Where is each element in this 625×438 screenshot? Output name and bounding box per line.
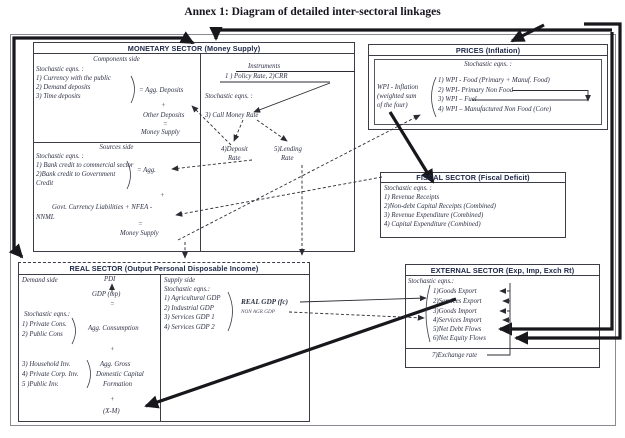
services-gdp-2: 4) Services GDP 2 [164,323,215,331]
real-gdp-fc: REAL GDP (fc) [241,298,288,306]
prices-stoch-label: Stochastic eqns. : [464,61,512,68]
monetary-header: MONETARY SECTOR (Money Supply) [127,44,261,53]
components-money-supply: Money Supply [141,129,180,136]
demand-stoch-label: Stochastic eqns.: [24,311,71,318]
net-exports-xm: (X-M) [103,408,120,415]
wpi-primary-non-food: 2) WPI- Primary Non Food [438,86,514,94]
real-header: REAL SECTOR (Output Personal Disposable Income) [69,264,259,273]
agg-gdcf-1: Agg. Gross [100,361,131,368]
components-eq-time-deposits: 3) Time deposits [36,93,81,100]
instruments-stoch-label: Stochastic eqns. : [205,93,253,100]
external-services-import: 4)Services Import [433,317,482,324]
pdi-label: PDI [104,276,116,283]
components-equals: = [163,121,168,128]
prices-header: PRICES (Inflation) [455,46,521,55]
household-inv: 3) Household Inv. [22,361,71,368]
components-plus: + [161,102,166,109]
public-cons: 2) Public Cons [22,331,63,338]
wpi-fuel: 3) WPI – Fuel [438,96,477,103]
agricultural-gdp: 1) Agricultural GDP [164,295,221,302]
industrial-gdp: 2) Industrial GDP [164,304,214,312]
fiscal-header: FISCAL SECTOR (Fiscal Deficit) [416,173,530,182]
external-net-debt-flows: 5)Net Debt Flows [433,326,482,333]
wpi-inflation-label-2: (weighted sum [377,93,417,100]
govt-currency-liabilities: Govt. Currency Liabilities + NFEA - [52,204,153,211]
supply-side-label: Supply side [164,277,196,284]
sources-eq-bank-commercial: 1) Bank credit to commercial sector [36,162,134,169]
fiscal-stoch-label: Stochastic eqns. : [384,185,432,192]
fiscal-revenue-expenditure: 3) Revenue Expenditure (Combined) [384,212,484,219]
sources-eq-bank-government: 2)Bank credit to Government [36,171,116,178]
deposit-rate-line1: 4)Deposit [221,146,248,153]
wpi-food: 1) WPI - Food (Primary + Manuf. Food) [438,77,550,84]
sources-plus: + [160,192,165,199]
external-stoch-label: Stochastic eqns.: [408,278,455,285]
external-net-equity-flows: 6)Net Equity Flows [433,335,486,342]
diagram-title: Annex 1: Diagram of detailed inter-sectoral linkages [184,6,441,18]
wpi-inflation-label-3: of the four) [377,102,408,109]
services-gdp-1: 3) Services GDP 1 [164,314,215,321]
private-cons: 1) Private Cons. [22,321,67,328]
components-eq-demand-deposits: 2) Demand deposits [36,84,91,91]
demand-side-label: Demand side [22,277,58,284]
lending-rate-line2: Rate [281,155,294,162]
call-money-rate: 3) Call Money Rate [205,112,259,119]
non-agr-gdp: NON AGR GDP [241,309,275,315]
deposit-rate-line2: Rate [228,155,241,162]
external-goods-import: 3)Goods Import [433,308,477,315]
fiscal-capital-expenditure: 4) Capital Expenditure (Combined) [384,221,481,228]
agg-gdcf-3: Formation [103,381,133,388]
sources-stoch-label: Stochastic eqns. : [36,153,84,160]
sources-equals: = [138,221,143,228]
external-goods-export: 1)Goods Export [433,288,477,295]
policy-rate-crr: 1 ) Policy Rate, 2)CRR [225,73,288,80]
lending-rate-line1: 5)Lending [274,146,302,153]
demand-plus-1: + [110,346,115,353]
agg-credit-label: = Agg. [137,167,156,174]
external-header: EXTERNAL SECTOR (Exp, Imp, Exch Rt) [430,266,575,275]
other-deposits-label: Other Deposits [143,112,185,119]
wpi-manufactured-non-food: 4) WPI – Manufactured Non Food (Core) [438,105,552,113]
supply-stoch-label: Stochastic eqns.: [164,286,211,293]
fiscal-capital-receipts: 2)Non-debt Capital Receipts (Combined) [384,203,496,210]
wpi-inflation-label-1: WPI - Inflation [377,84,419,91]
agg-gdcf-2: Domestic Capital [96,371,144,378]
external-exchange-rate: 7)Exchange rate [432,351,478,359]
components-eq-currency: 1) Currency with the public [36,75,111,82]
fiscal-revenue-receipts: 1) Revenue Receipts [384,194,440,201]
instruments-label: Instruments [248,63,281,70]
components-side-label: Components side [93,56,140,63]
sources-eq-credit: Credit [36,180,54,187]
external-services-export: 2)Services Export [433,298,482,305]
sources-side-label: Sources side [99,144,134,151]
gdp-mp-label: GDP (mp) [92,291,121,298]
sources-money-supply: Money Supply [120,230,159,237]
private-corp-inv: 4) Private Corp. Inv. [22,371,79,378]
nnml-label: NNML [36,214,55,221]
demand-equals: = [110,301,115,308]
components-stoch-label: Stochastic eqns. : [36,66,84,73]
demand-plus-2: + [110,396,115,403]
public-inv: 5 )Public Inv. [22,381,59,388]
agg-deposits-label: = Agg. Deposits [139,87,184,94]
agg-consumption: Agg. Consumption [88,325,139,332]
